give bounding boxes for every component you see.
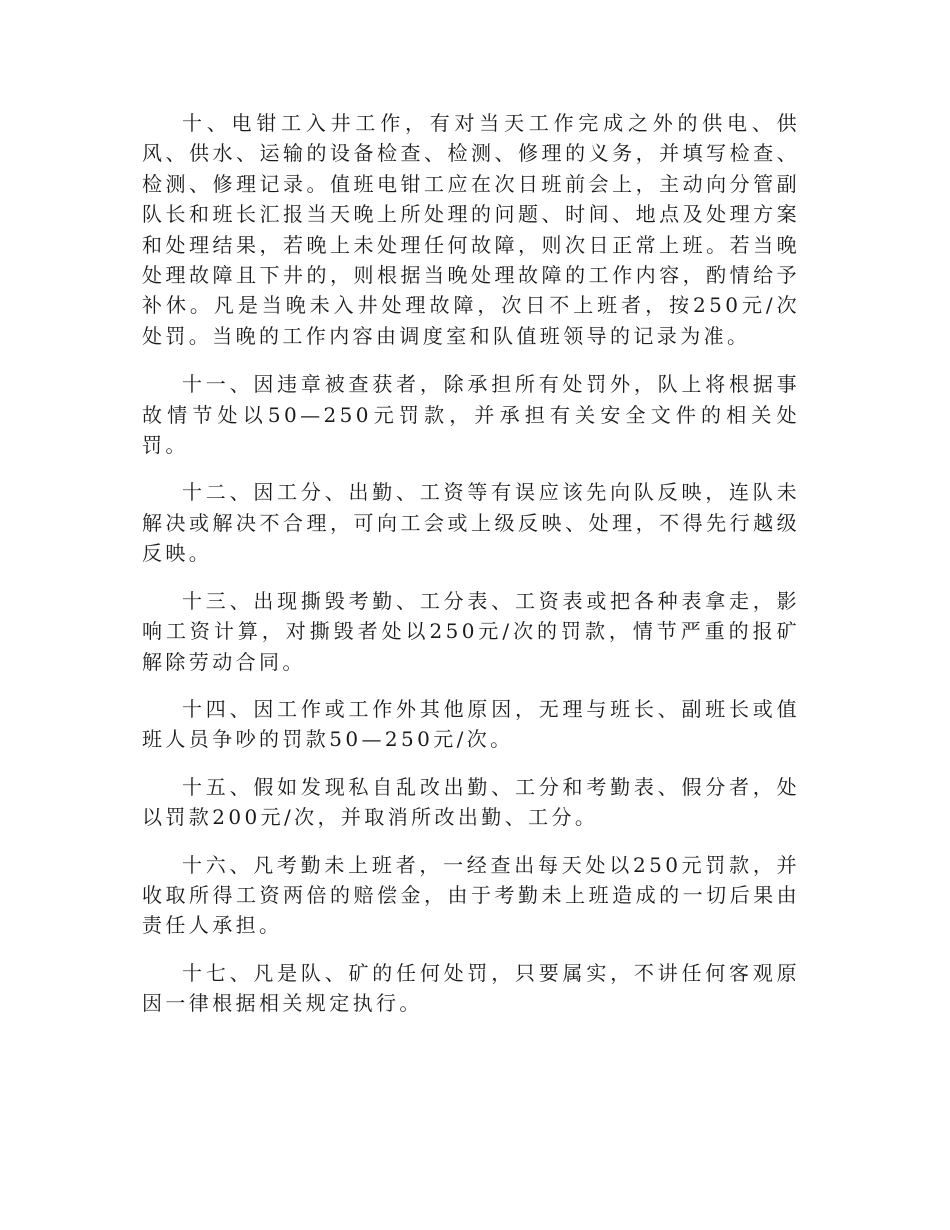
paragraph-16: 十六、凡考勤未上班者，一经查出每天处以250元罚款，并收取所得工资两倍的赔偿金，由于考勤未上班造成的一切后果由责任人承担。 <box>142 852 800 938</box>
paragraph-12: 十二、因工分、出勤、工资等有误应该先向队反映，连队未解决或解决不合理，可向工会或上级反映、处理，不得先行越级反映。 <box>142 480 800 566</box>
paragraph-14: 十四、因工作或工作外其他原因，无理与班长、副班长或值班人员争吵的罚款50—250元/次。 <box>142 696 800 752</box>
paragraph-13: 十三、出现撕毁考勤、工分表、工资表或把各种表拿走，影响工资计算，对撕毁者处以250元/次的罚款，情节严重的报矿解除劳动合同。 <box>142 588 800 674</box>
paragraph-15: 十五、假如发现私自乱改出勤、工分和考勤表、假分者，处以罚款200元/次，并取消所改出勤、工分。 <box>142 774 800 830</box>
paragraph-17: 十七、凡是队、矿的任何处罚，只要属实，不讲任何客观原因一律根据相关规定执行。 <box>142 960 800 1016</box>
paragraph-11: 十一、因违章被查获者，除承担所有处罚外，队上将根据事故情节处以50—250元罚款，并承担有关安全文件的相关处罚。 <box>142 372 800 458</box>
paragraph-10: 十、电钳工入井工作，有对当天工作完成之外的供电、供风、供水、运输的设备检查、检测、修理的义务，并填写检查、检测、修理记录。值班电钳工应在次日班前会上，主动向分管副队长和班长汇报当天晚上所处理的问题、时间、地点及处理方案和处理结果，若晚上未处理任何故障，则次日正常上班。若当晚处理故障且下井的，则根据当晚处理故障的工作内容，酌情给予补休。凡是当晚未入井处理故障，次日不上班者，按250元/次处罚。当晚的工作内容由调度室和队值班领导的记录为准。 <box>142 111 800 348</box>
